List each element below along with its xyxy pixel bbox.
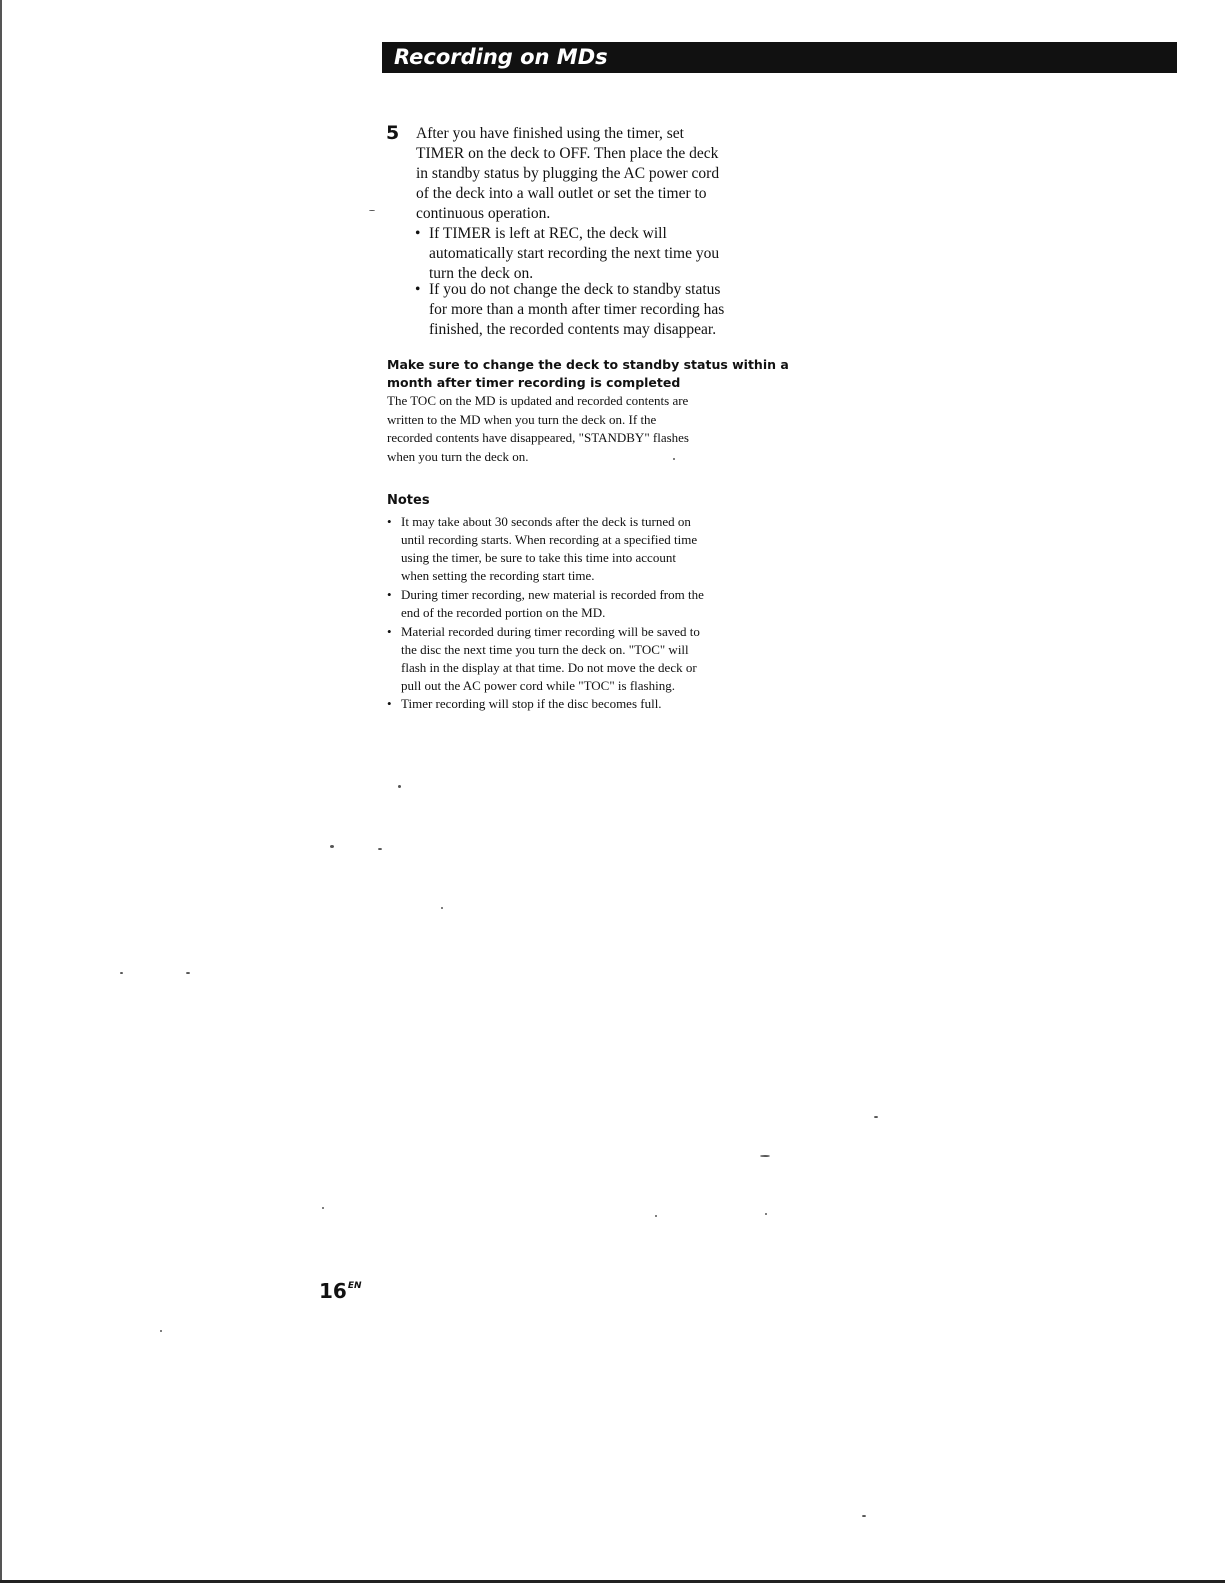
step-bullet-line: If TIMER is left at REC, the deck will bbox=[429, 225, 667, 242]
scan-speck bbox=[398, 785, 401, 788]
step-bullet-line: finished, the recorded contents may disappear. bbox=[429, 321, 717, 338]
step-bullet-line: automatically start recording the next time you bbox=[429, 245, 720, 262]
note-line: the disc the next time you turn the deck on. "TOC" will bbox=[401, 642, 689, 657]
warning-body-line: when you turn the deck on. bbox=[387, 448, 529, 464]
warning-heading-line: month after timer recording is completed bbox=[387, 375, 681, 390]
scan-speck bbox=[874, 1116, 878, 1118]
note-line: Timer recording will stop if the disc becomes full. bbox=[401, 696, 662, 711]
bullet-icon: • bbox=[415, 225, 421, 242]
step-line: in standby status by plugging the AC power cord bbox=[416, 165, 720, 182]
scan-speck bbox=[441, 907, 443, 909]
bullet-icon: • bbox=[415, 281, 421, 298]
note-line: flash in the display at that time. Do not move the deck or bbox=[401, 660, 697, 675]
note-line: pull out the AC power cord while "TOC" is flashing. bbox=[401, 678, 675, 693]
note-line: It may take about 30 seconds after the deck is turned on bbox=[401, 514, 691, 529]
page-number bbox=[319, 1274, 362, 1303]
warning-heading bbox=[387, 356, 789, 392]
warning-body bbox=[387, 392, 689, 466]
scan-speck bbox=[186, 972, 190, 974]
note-line: During timer recording, new material is recorded from the bbox=[401, 587, 704, 602]
scan-speck bbox=[330, 845, 334, 848]
scan-speck bbox=[765, 1213, 767, 1215]
notes-heading: Notes bbox=[387, 493, 430, 508]
scan-speck bbox=[369, 210, 375, 211]
warning-heading-line: Make sure to change the deck to standby status within a bbox=[387, 357, 789, 372]
bullet-icon: • bbox=[387, 587, 392, 602]
note-line: Material recorded during timer recording will be saved to bbox=[401, 624, 700, 639]
scan-speck bbox=[655, 1215, 657, 1217]
scan-speck bbox=[862, 1515, 866, 1517]
scan-speck bbox=[120, 972, 123, 974]
step-line: After you have finished using the timer, set bbox=[416, 125, 684, 142]
scan-speck bbox=[160, 1330, 162, 1332]
scan-speck bbox=[673, 458, 675, 460]
note-line: when setting the recording start time. bbox=[401, 568, 595, 583]
warning-body-line: recorded contents have disappeared, "STANDBY" flashes bbox=[387, 430, 689, 445]
section-title: Recording on MDs bbox=[394, 45, 608, 69]
warning-body-line: The TOC on the MD is updated and recorded contents are bbox=[387, 393, 689, 408]
bullet-icon: • bbox=[387, 514, 392, 529]
step-bullet-line: If you do not change the deck to standby status bbox=[429, 281, 721, 298]
page-number-value: 16 bbox=[319, 1279, 347, 1303]
step-bullet-line: turn the deck on. bbox=[429, 265, 534, 282]
scan-speck bbox=[378, 848, 382, 850]
scan-speck bbox=[760, 1155, 770, 1157]
page-number-suffix: EN bbox=[347, 1281, 362, 1291]
step-number: 5 bbox=[386, 122, 400, 144]
warning-body-line: written to the MD when you turn the deck on. If the bbox=[387, 411, 657, 427]
bullet-icon: • bbox=[387, 696, 392, 711]
bullet-icon: • bbox=[387, 624, 392, 639]
scan-speck bbox=[322, 1207, 324, 1209]
note-line: end of the recorded portion on the MD. bbox=[401, 605, 606, 620]
scan-edge-left bbox=[0, 0, 2, 1583]
note-line: until recording starts. When recording at a specified time bbox=[401, 532, 698, 547]
step-line: continuous operation. bbox=[416, 205, 551, 222]
step-text bbox=[416, 124, 719, 224]
step-line: of the deck into a wall outlet or set the timer to bbox=[416, 185, 707, 202]
section-header-bar bbox=[382, 42, 1177, 73]
step-bullet-line: for more than a month after timer recording has bbox=[429, 301, 725, 318]
step-line: TIMER on the deck to OFF. Then place the deck bbox=[416, 145, 719, 162]
note-line: using the timer, be sure to take this time into account bbox=[401, 550, 676, 565]
